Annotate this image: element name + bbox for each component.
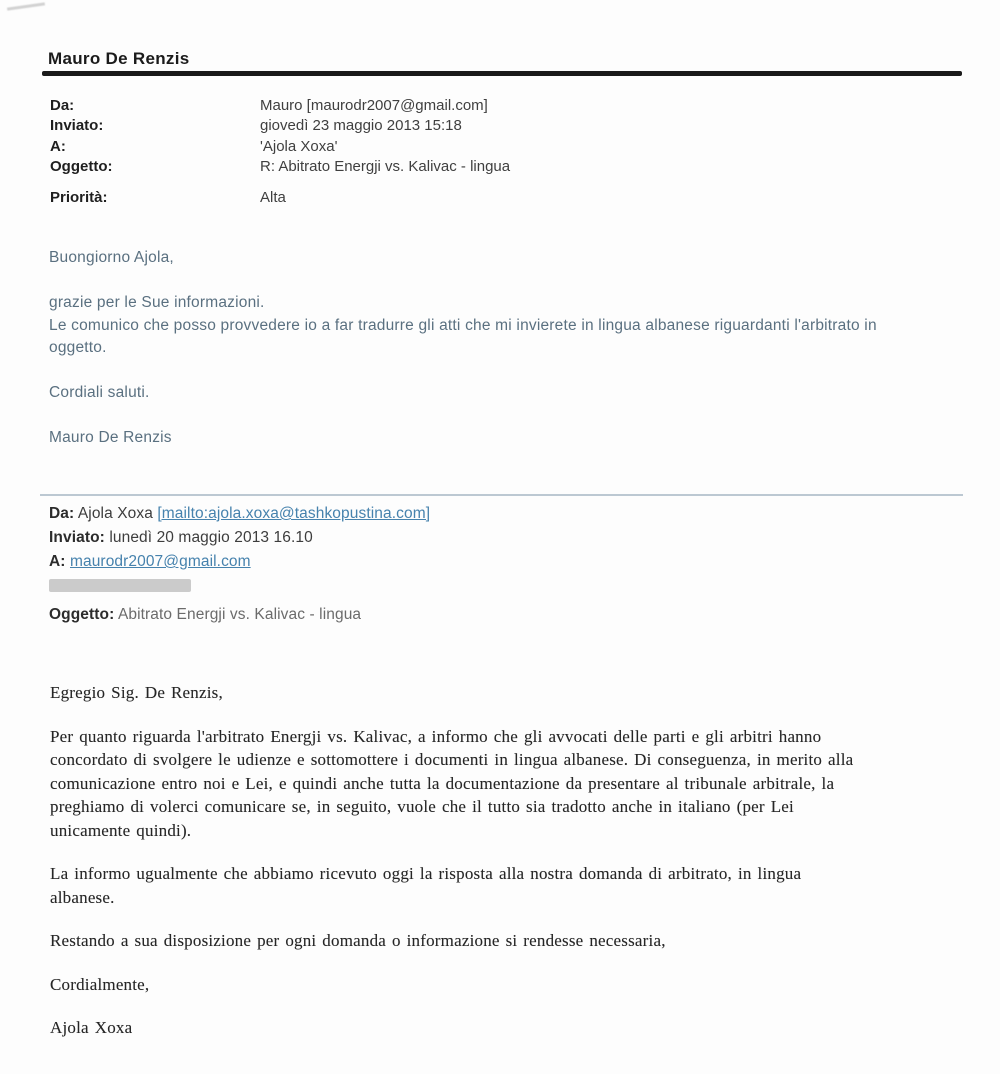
field-label-oggetto: Oggetto: [50,157,113,175]
quoted-paragraph-3: Restando a sua disposizione per ogni domanda o informazione si rendesse necessaria, [50,931,666,950]
quoted-inviato-label: Inviato: [49,529,105,546]
quoted-signature: Ajola Xoxa [50,1018,133,1037]
reply-closing: Cordiali saluti. [49,384,150,401]
reply-line: grazie per le Sue informazioni. [49,294,265,311]
quoted-message-divider [40,494,963,496]
field-value-inviato: giovedì 23 maggio 2013 15:18 [260,117,462,135]
email-link[interactable]: maurodr2007@gmail.com [69,553,251,570]
quoted-oggetto-value: Abitrato Energji vs. Kalivac - lingua [117,606,362,623]
quoted-a-label: A: [49,553,66,570]
quoted-da-label: Da: [49,505,75,522]
email-header-fields [50,96,510,177]
quoted-paragraph-1: Per quanto riguarda l'arbitrato Energji vs. Kalivac, a informo che gli avvocati delle parti e gli arbitri hanno concordato di svolgere le udienze e sottomottere i documenti in lingua albanese. Di conseguenza, in merito alla comunicazione entro noi e Lei, e quindi anche tutta la documentazione da presentare al tribunale arbitrale, la preghiamo di volerci comunicare se, in seguito, vuole che il tutto sia tradotto anche in italiano (per Lei unicamente quindi). [50,726,854,840]
reply-body [49,247,877,450]
page-title: Mauro De Renzis [48,49,190,68]
quoted-da-row [49,502,430,526]
reply-line: oggetto. [49,339,107,356]
scan-artifact [7,2,45,10]
field-value-da: Mauro [maurodr2007@gmail.com] [260,97,488,114]
quoted-oggetto-row [49,603,430,627]
quoted-inviato-value: lunedì 20 maggio 2013 16.10 [109,529,313,546]
field-label-inviato: Inviato: [50,117,104,135]
quoted-a-row [49,550,430,574]
quoted-da-name: Ajola Xoxa [77,505,153,522]
reply-blank [49,270,877,293]
field-label-da: Da: [50,97,75,114]
quoted-email-header [49,502,430,627]
redaction-bar [49,579,191,592]
field-value-oggetto: R: Abitrato Energji vs. Kalivac - lingua [260,157,511,175]
reply-greeting: Buongiorno Ajola, [49,249,174,266]
title-rule [42,71,962,76]
quoted-inviato-row [49,526,430,550]
priority-row [50,188,286,208]
reply-blank [49,360,877,383]
priority-label: Priorità: [50,189,108,206]
reply-line: Le comunico che posso provvedere io a far tradurre gli atti che mi invierete in lingua albanese riguardanti l'arbitrato in [49,316,877,334]
field-value-a: 'Ajola Xoxa' [260,137,338,155]
reply-signature: Mauro De Renzis [49,429,172,446]
reply-blank [49,405,877,428]
quoted-paragraph-2: La informo ugualmente che abbiamo ricevuto oggi la risposta alla nostra domanda di arbitrato, in lingua albanese. [50,864,802,907]
quoted-closing: Cordialmente, [50,974,150,994]
quoted-greeting: Egregio Sig. De Renzis, [50,683,223,702]
quoted-oggetto-label: Oggetto: [49,606,115,623]
quoted-email-body [50,681,853,1060]
field-label-a: A: [50,137,66,155]
mailto-link[interactable]: [mailto:ajola.xoxa@tashkopustina.com] [157,505,431,522]
quoted-redaction-row [49,579,430,603]
priority-value: Alta [260,189,286,206]
